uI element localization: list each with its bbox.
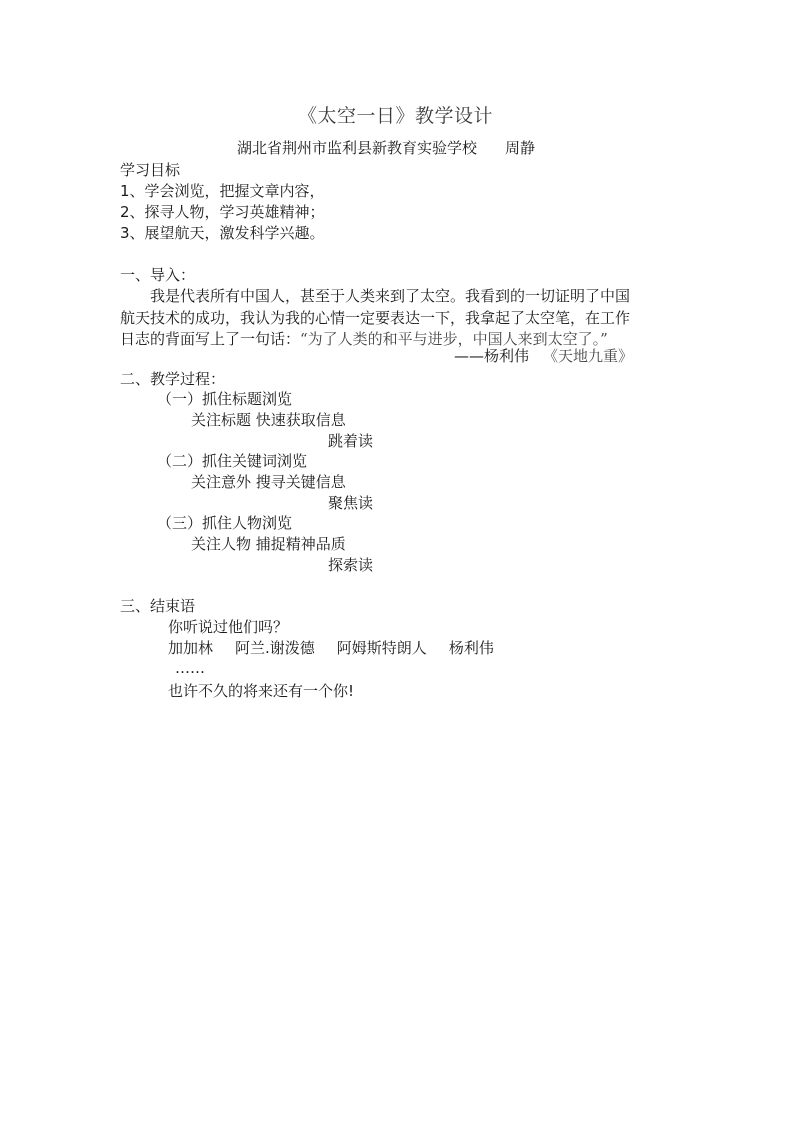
objective-item: 2、探寻人物，学习英雄精神；	[120, 203, 325, 221]
step-method: 探索读	[328, 556, 374, 574]
objectives-heading: 学习目标	[120, 161, 181, 179]
astronaut-name: 加加林	[168, 639, 214, 657]
objective-item: 3、展望航天，激发科学兴趣。	[120, 224, 325, 242]
astronaut-names	[168, 638, 494, 658]
intro-paragraph-line: 我是代表所有中国人，甚至于人类来到了太空。我看到的一切证明了中国	[150, 287, 631, 305]
step-method: 聚焦读	[328, 494, 374, 512]
step-label: （一）抓住标题浏览	[157, 390, 293, 408]
intro-quote: “为了人类的和平与进步，中国人来到太空了。”	[300, 330, 608, 348]
intro-paragraph-prefix: 日志的背面写上了一句话：	[120, 330, 301, 348]
author-line	[237, 138, 535, 158]
section-heading-process: 二、教学过程：	[120, 370, 226, 388]
document-title: 《太空一日》教学设计	[298, 105, 494, 127]
astronaut-name: 杨利伟	[448, 639, 494, 657]
step-focus: 关注人物 捕捉精神品质	[191, 535, 346, 553]
attribution-book: 《天地九重》	[543, 347, 634, 365]
objective-item: 1、学会浏览，把握文章内容，	[120, 182, 325, 200]
step-label: （二）抓住关键词浏览	[157, 452, 308, 470]
closing-question: 你听说过他们吗？	[168, 618, 289, 636]
school-name: 湖北省荆州市监利县新教育实验学校	[237, 139, 478, 157]
intro-paragraph-line: 航天技术的成功，我认为我的心情一定要表达一下，我拿起了太空笔，在工作	[120, 309, 631, 327]
attribution-author: ——杨利伟	[454, 347, 530, 365]
closing-sentence: 也许不久的将来还有一个你!	[168, 682, 355, 700]
section-heading-closing: 三、结束语	[120, 597, 196, 615]
ellipsis: ……	[175, 659, 205, 677]
quote-attribution	[454, 346, 633, 366]
astronaut-name: 阿姆斯特朗人	[336, 639, 427, 657]
step-label: （三）抓住人物浏览	[157, 514, 293, 532]
astronaut-name: 阿兰.谢泼德	[235, 639, 315, 657]
section-heading-intro: 一、导入：	[120, 266, 196, 284]
step-method: 跳着读	[328, 432, 374, 450]
author-name: 周静	[505, 139, 536, 157]
step-focus: 关注意外 搜寻关键信息	[191, 473, 346, 491]
step-focus: 关注标题 快速获取信息	[191, 411, 346, 429]
